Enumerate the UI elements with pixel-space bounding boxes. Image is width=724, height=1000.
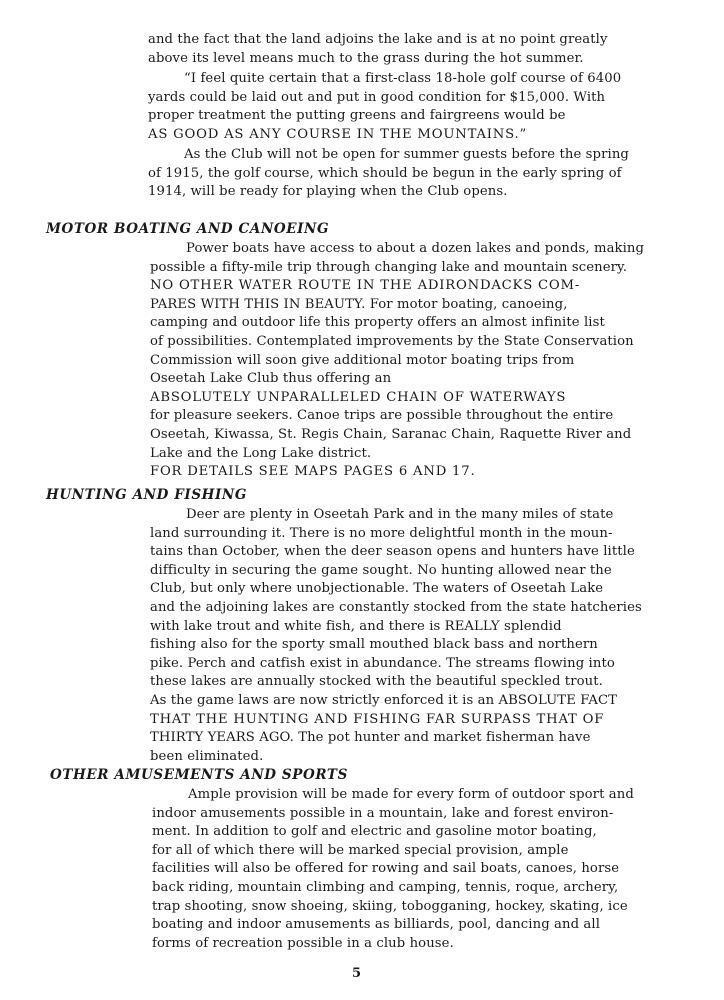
quote-line: proper treatment the putting greens and fairgreens would be [148, 108, 566, 124]
other-line: forms of recreation possible in a club house. [152, 935, 454, 951]
other-amusements-paragraph [152, 786, 634, 953]
hunting-line: THIRTY YEARS AGO. The pot hunter and market fisherman have [150, 730, 591, 746]
intro-paragraph [148, 31, 608, 68]
page-number: 5 [352, 966, 362, 981]
motor-line: PARES WITH THIS IN BEAUTY. For motor boating, canoeing, [150, 296, 568, 312]
motor-line: ABSOLUTELY UNPARALLELED CHAIN OF WATERWAYS [150, 389, 567, 405]
motor-line: Oseetah Lake Club thus offering an [150, 371, 392, 387]
motor-line: of possibilities. Contemplated improvements by the State Conservation [150, 333, 634, 349]
other-line: ment. In addition to golf and electric and gasoline motor boating, [152, 824, 597, 840]
motor-line: possible a fifty-mile trip through changing lake and mountain scenery. [150, 259, 628, 275]
section-heading-hunting-fishing: HUNTING AND FISHING [46, 487, 248, 503]
motor-line: NO OTHER WATER ROUTE IN THE ADIRONDACKS COM- [150, 278, 581, 294]
hunting-line: with lake trout and white fish, and there is REALLY splendid [150, 618, 562, 634]
motor-line: for pleasure seekers. Canoe trips are possible throughout the entire [150, 408, 614, 424]
other-line: Ample provision will be made for every form of outdoor sport and [188, 787, 634, 802]
hunting-fishing-paragraph [150, 506, 642, 766]
hunting-line: As the game laws are now strictly enforced it is an ABSOLUTE FACT [150, 692, 618, 708]
quote-line: yards could be laid out and put in good condition for $15,000. With [148, 89, 606, 105]
other-line: for all of which there will be marked special provision, ample [152, 842, 569, 858]
hunting-line: fishing also for the sporty small mouthed black bass and northern [150, 637, 598, 653]
motor-line: FOR DETAILS SEE MAPS PAGES 6 AND 17. [150, 464, 476, 480]
motor-boating-paragraph [150, 240, 644, 482]
intro-line: and the fact that the land adjoins the lake and is at no point greatly [148, 32, 608, 47]
quote-line: AS GOOD AS ANY COURSE IN THE MOUNTAINS.” [148, 126, 528, 142]
other-line: boating and indoor amusements as billiards, pool, dancing and all [152, 917, 601, 933]
club-opening-line: As the Club will not be open for summer guests before the spring [184, 147, 629, 162]
section-heading-other-amusements: OTHER AMUSEMENTS AND SPORTS [50, 767, 348, 783]
hunting-line: THAT THE HUNTING AND FISHING FAR SURPASS THAT OF [150, 711, 605, 727]
quote-line: “I feel quite certain that a first-class 18-hole golf course of 6400 [184, 71, 622, 86]
motor-line: camping and outdoor life this property offers an almost infinite list [150, 315, 605, 331]
motor-line: Lake and the Long Lake district. [150, 445, 372, 461]
other-line: trap shooting, snow shoeing, skiing, tobogganing, hockey, skating, ice [152, 898, 628, 914]
motor-line: Oseetah, Kiwassa, St. Regis Chain, Saranac Chain, Raquette River and [150, 426, 632, 442]
hunting-line: Deer are plenty in Oseetah Park and in the many miles of state [186, 507, 614, 522]
golf-quote-paragraph [148, 70, 621, 144]
hunting-line: and the adjoining lakes are constantly stocked from the state hatcheries [150, 599, 642, 615]
intro-line: above its level means much to the grass during the hot summer. [148, 50, 584, 66]
motor-line: Commission will soon give additional motor boating trips from [150, 352, 575, 368]
hunting-line: land surrounding it. There is no more delightful month in the moun- [150, 525, 613, 541]
club-opening-paragraph [148, 146, 629, 202]
hunting-line: difficulty in securing the game sought. No hunting allowed near the [150, 562, 612, 578]
other-line: back riding, mountain climbing and camping, tennis, roque, archery, [152, 879, 619, 895]
other-line: indoor amusements possible in a mountain, lake and forest environ- [152, 805, 614, 821]
motor-line: Power boats have access to about a dozen lakes and ponds, making [186, 241, 645, 256]
hunting-line: pike. Perch and catfish exist in abundance. The streams flowing into [150, 655, 615, 671]
hunting-line: these lakes are annually stocked with the beautiful speckled trout. [150, 674, 603, 690]
hunting-line: tains than October, when the deer season opens and hunters have little [150, 544, 635, 560]
hunting-line: been eliminated. [150, 748, 264, 764]
section-heading-motor-boating: MOTOR BOATING AND CANOEING [46, 221, 330, 237]
club-opening-line: of 1915, the golf course, which should be begun in the early spring of [148, 165, 622, 181]
club-opening-line: 1914, will be ready for playing when the Club opens. [148, 184, 508, 200]
hunting-line: Club, but only where unobjectionable. The waters of Oseetah Lake [150, 581, 604, 597]
other-line: facilities will also be offered for rowing and sail boats, canoes, horse [152, 861, 620, 877]
